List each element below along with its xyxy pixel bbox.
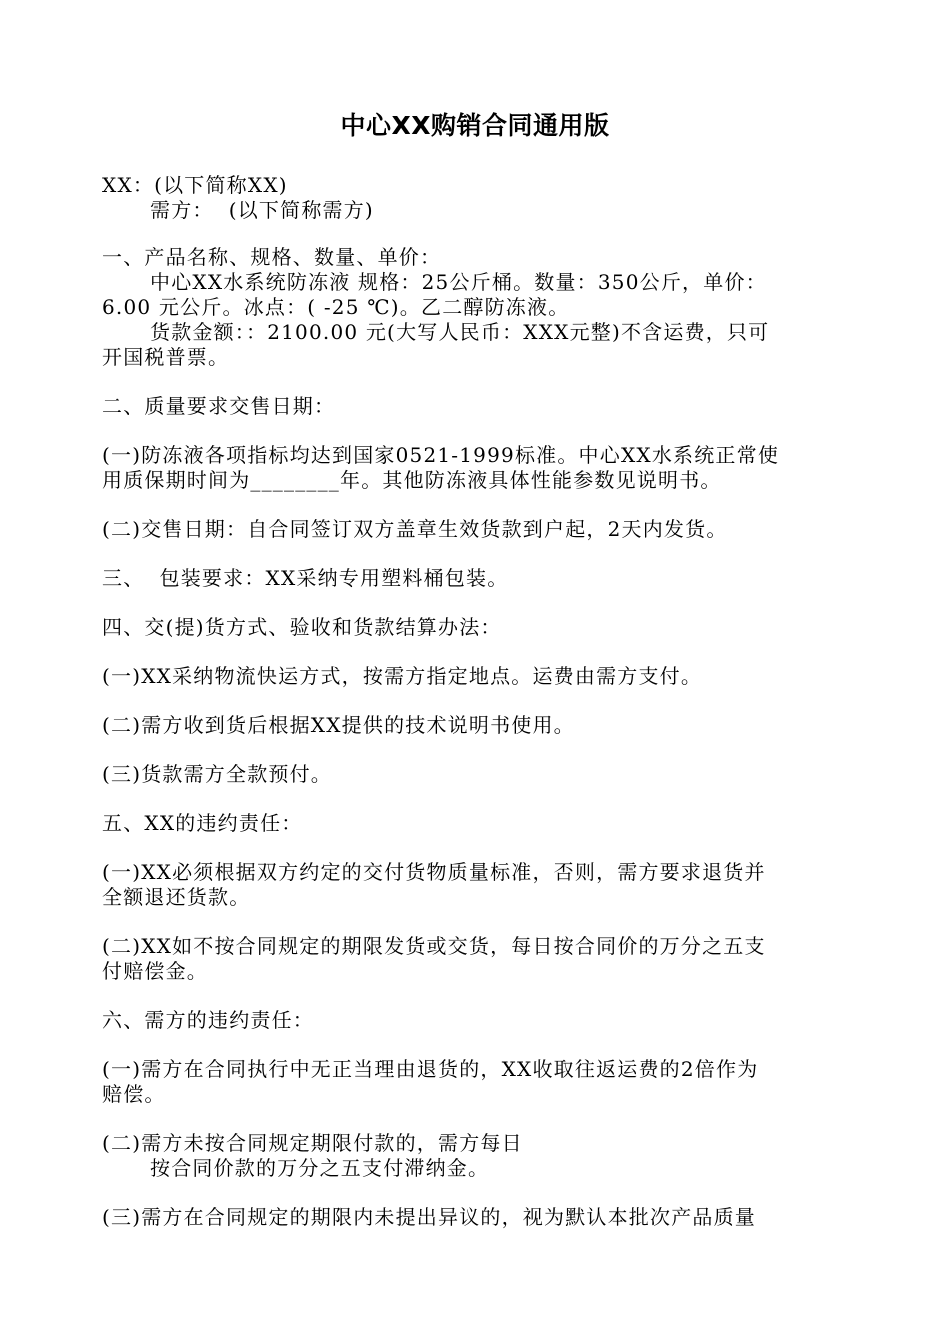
product-line-1: 中心XX水系统防冻液 规格：25公斤桶。数量：350公斤，单价： bbox=[150, 270, 767, 294]
section-2-item-1-line-1: (一)防冻液各项指标均达到国家0521-1999标准。中心XX水系统正常使 bbox=[102, 443, 780, 467]
section-6-item-1-line-1: (一)需方在合同执行中无正当理由退货的，XX收取往返运费的2倍作为 bbox=[102, 1057, 759, 1081]
section-2-heading: 二、质量要求交售日期： bbox=[102, 394, 336, 418]
buyer-line: 需方： (以下简称需方) bbox=[150, 198, 374, 222]
section-5-item-1-line-2: 全额退还货款。 bbox=[102, 885, 251, 909]
section-4-heading: 四、交(提)货方式、验收和货款结算办法： bbox=[102, 615, 502, 639]
section-6-item-2-line-1: (二)需方未按合同规定期限付款的，需方每日 bbox=[102, 1131, 523, 1155]
section-5-item-1-line-1: (一)XX必须根据双方约定的交付货物质量标准，否则，需方要求退货并 bbox=[102, 860, 766, 884]
payment-amount-line-1: 货款金额：：2100.00 元(大写人民币：XXX元整)不含运费，只可 bbox=[150, 320, 770, 344]
section-2-item-2: (二)交售日期：自合同签订双方盖章生效货款到户起，2天内发货。 bbox=[102, 517, 728, 541]
section-6-heading: 六、需方的违约责任： bbox=[102, 1008, 314, 1032]
payment-amount-line-2: 开国税普票。 bbox=[102, 345, 230, 369]
section-6-item-1-line-2: 赔偿。 bbox=[102, 1082, 166, 1106]
section-6-item-3-line-1: (三)需方在合同规定的期限内未提出异议的，视为默认本批次产品质量 bbox=[102, 1205, 757, 1229]
section-1-heading: 一、产品名称、规格、数量、单价： bbox=[102, 245, 442, 269]
section-4-item-1: (一)XX采纳物流快运方式，按需方指定地点。运费由需方支付。 bbox=[102, 664, 703, 688]
supplier-line: XX：(以下简称XX) bbox=[102, 173, 288, 197]
section-2-item-1-line-2: 用质保期时间为________年。其他防冻液具体性能参数见说明书。 bbox=[102, 468, 722, 492]
section-6-item-2-line-2: 按合同价款的万分之五支付滞纳金。 bbox=[150, 1156, 490, 1180]
document-body bbox=[102, 173, 852, 1230]
section-3-heading: 三、 包装要求：XX采纳专用塑料桶包装。 bbox=[102, 566, 509, 590]
section-5-item-2-line-2: 付赔偿金。 bbox=[102, 959, 208, 983]
document-title: 中心XX购销合同通用版 bbox=[340, 111, 610, 140]
section-4-item-2: (二)需方收到货后根据XX提供的技术说明书使用。 bbox=[102, 713, 575, 737]
product-line-2: 6.00 元公斤。冰点：( -25 ℃)。乙二醇防冻液。 bbox=[102, 295, 570, 319]
section-5-item-2-line-1: (二)XX如不按合同规定的期限发货或交货，每日按合同价的万分之五支 bbox=[102, 934, 766, 958]
section-4-item-3: (三)货款需方全款预付。 bbox=[102, 762, 333, 786]
section-5-heading: 五、XX的违约责任： bbox=[102, 811, 303, 835]
